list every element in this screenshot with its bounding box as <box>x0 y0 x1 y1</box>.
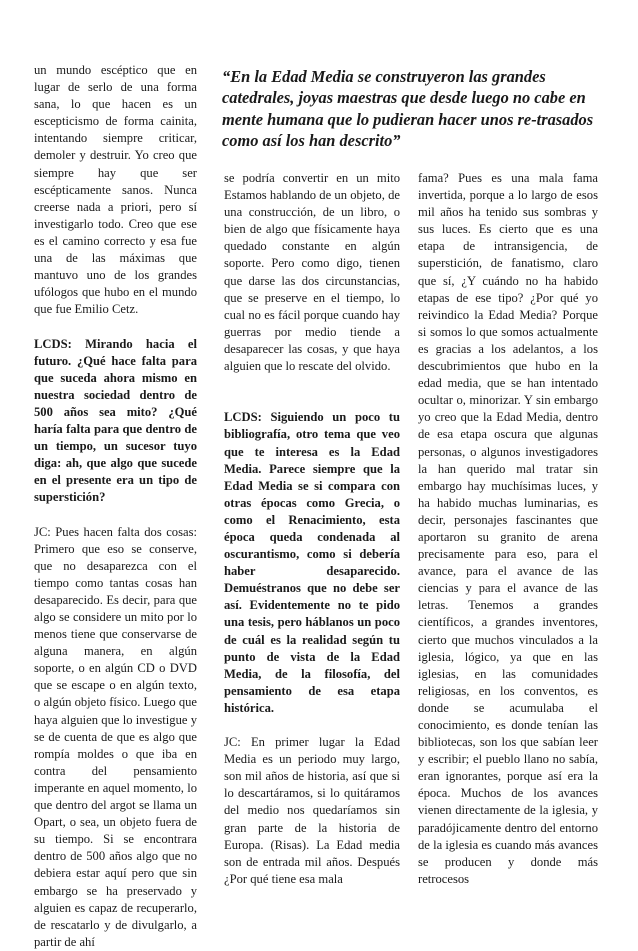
column-1 <box>34 62 197 951</box>
paragraph-answer-continued: un mundo escéptico que en lugar de serlo de una forma sana, lo que hacen es un escepticismo de forma cainita, intentando siempre criticar, demoler y destruir. Yo creo que siempre hay que ser escépticamente sanos. Nunca creerse nada a priori, pero sí investigarlo todo. Creo que ese es el camino correcto y esa fue una de las máximas que mantuvo uno de los grandes ufólogos que hubo en el mundo que fue Emilio Cetz. <box>34 63 197 317</box>
column-2 <box>224 170 400 888</box>
column-3 <box>418 170 598 888</box>
paragraph-answer-continued: fama? Pues es una mala fama invertida, porque a lo largo de esos mil años ha tenido sus sombras y sus luces. Es cierto que es una etapa de intransigencia, de superstición, de fanatismo, claro que sí, ¿Y cuándo no ha habido etapas de ese tipo? ¿Por qué yo reivindico la Edad Media? Porque si somos lo que somos actualmente es gracias a los adelantos, a los descubrimientos que hubo en la edad media, que se han intentado ocultar o, minorizar. Y sin embargo yo creo que la Edad Media, dentro de esa etapa oscura que algunas personas, o algunos investigadores la han querido mal tratar sin embargo hay muchísimas luces, y ha habido muchas luminarias, es decir, personajes fascinantes que aportaron su granito de arena precisamente para eso, para el avance, para el avance de las ciencias y para el avance de las letras. Tenemos a grandes científicos, a grandes inventores, cierto que muchos vinculados a la iglesia, lógico, ya que en las iglesias, en las comunidades religiosas, en los conventos, es donde se acumulaba el conocimiento, es donde tenían las bibliotecas, son los que sabían leer y escribir; el pueblo llano no sabía, eran ignorantes, porque así era la época. Muchos de los avances vienen directamente de la iglesia, y paradójicamente dentro del entorno de la iglesia es cuando más avances se producen y donde más retrocesos <box>418 171 598 886</box>
paragraph-answer-continued: se podría convertir en un mito Estamos hablando de un objeto, de una construcción, de un libro, o bien de algo que físicamente haya quedado constante en algún soporte. Pero como digo, tienen que darse las dos circunstancias, que se preserve en el tiempo, lo cual no es fácil porque cuando hay guerras por medio tiende a desaparecer las cosas, y que haya alguien que lo rescate del olvido. <box>224 171 400 374</box>
pull-quote: “En la Edad Media se construyeron las grandes catedrales, joyas maestras que desde luego no cabe en mente humana que lo pudieran hacer unos re-trasados como así los han descrito” <box>222 67 594 150</box>
interview-answer: JC: En primer lugar la Edad Media es un periodo muy largo, son mil años de historia, así que si lo descartáramos, si lo quitáramos del medio nos quedaríamos sin gran parte de la historia de Europa. (Risas). La Edad media son de entrada mil años. Después ¿Por qué tiene esa mala <box>224 735 400 886</box>
interview-question: LCDS: Siguiendo un poco tu bibliografía, otro tema que veo que te interesa es la Edad Media. Parece siempre que la Edad Media se si compara con otras épocas como Grecia, o como el Renacimiento, esta época queda condenada al oscurantismo, como si debería haber desaparecido. Demuéstranos que no debe ser así. Evidentemente no te pido una tesis, pero háblanos un poco de cuál es la realidad según tu punto de vista de la Edad Media, de la filosofía, del pensamiento de esa etapa histórica. <box>224 410 400 715</box>
interview-answer: JC: Pues hacen falta dos cosas: Primero que eso se conserve, que no desaparezca con el tiempo como tantas cosas han desaparecido. Es decir, para que algo se considere un mito por lo menos tiene que conservarse de alguna manera, en algún soporte, o en algún CD o DVD que se escape o en algún texto, o algún objeto físico. Luego que haya alguien que lo investigue y se de cuenta de que es algo que rompía moldes o que iba en contra del pensamiento imperante en aquel momento, lo que dentro del argot se llama un Opart, o sea, un objeto fuera de su tiempo. Si se encontrara dentro de 500 años algo que no debiera estar aquí pero que sin embargo se ha preservado y alguien es capaz de recuperarlo, de rescatarlo y de divulgarlo, a partir de ahí <box>34 524 197 949</box>
interview-question: LCDS: Mirando hacia el futuro. ¿Qué hace falta para que suceda ahora mismo en nuestra sociedad dentro de 500 años sea mito? ¿Qué haría falta para que dentro de un tiempo, un sucesor tuyo diga: ah, que algo que sucede en el presente era un tipo de superstición? <box>34 336 197 505</box>
